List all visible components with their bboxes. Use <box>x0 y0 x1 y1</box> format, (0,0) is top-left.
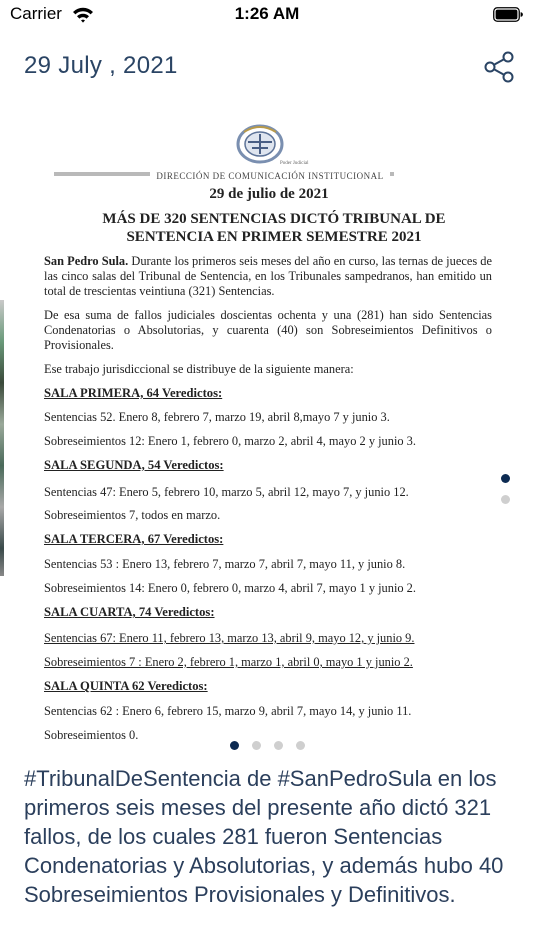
org-name: DIRECCIÓN DE COMUNICACIÓN INSTITUCIONAL <box>150 171 390 181</box>
sala-line: Sentencias 62 : Enero 6, febrero 15, marzo 9, abril 7, mayo 14, y junio 11. <box>44 704 412 718</box>
news-date: 29 July , 2021 <box>24 52 178 79</box>
sala-title: SALA QUINTA 62 Veredictos: <box>44 679 208 693</box>
svg-text:Poder Judicial: Poder Judicial <box>280 161 309 166</box>
sala-line: Sobreseimientos 0. <box>44 728 139 742</box>
sala-line: Sentencias 67: Enero 11, febrero 13, marzo 13, abril 9, mayo 12, y junio 9. <box>44 631 415 645</box>
doc-date: 29 de julio de 2021 <box>209 186 329 202</box>
sala-title: SALA SEGUNDA, 54 Veredictos: <box>44 458 224 472</box>
vertical-page-dot[interactable] <box>501 495 510 504</box>
intro-text: Durante los primeros seis meses del año en curso, las ternas de jueces de las cinco salas del Tribunal de Sentencia, en los Tribunales sampedranos, han emitido un total de trescientas veintiuna (321) Sentencias. <box>44 254 492 298</box>
sala-title: SALA PRIMERA, 64 Veredictos: <box>44 386 223 400</box>
status-time: 1:26 AM <box>234 4 300 23</box>
doc-headline: MÁS DE 320 SENTENCIAS DICTÓ TRIBUNAL DE SENTENCIA EN PRIMER SEMESTRE 2021 <box>102 211 446 245</box>
sala-line: Sentencias 47: Enero 5, febrero 10, marzo 5, abril 12, mayo 7, y junio 12. <box>44 485 409 499</box>
page-dot[interactable] <box>296 741 305 750</box>
adjacent-image-edge <box>0 300 4 576</box>
poder-judicial-logo <box>230 120 309 174</box>
doc-paragraph-3: Ese trabajo jurisdiccional se distribuye de la siguiente manera: <box>44 362 354 376</box>
sala-line: Sobreseimientos 7, todos en marzo. <box>44 508 221 522</box>
carrier-label: Carrier <box>10 4 62 23</box>
intro-location: San Pedro Sula. <box>44 254 129 268</box>
doc-paragraph-2: De esa suma de fallos judiciales doscientas ochenta y una (281) han sido Sentencias Condenatorias o Absolutorias, y cuarenta (40) son Sobreseimientos Definitivos o Provisionales. <box>44 308 492 352</box>
sala-line: Sentencias 52. Enero 8, febrero 7, marzo 19, abril 8,mayo 7 y junio 3. <box>44 410 390 424</box>
sala-title: SALA CUARTA, 74 Veredictos: <box>44 605 215 619</box>
page-dot[interactable] <box>274 741 283 750</box>
share-icon[interactable] <box>482 50 516 84</box>
doc-intro <box>44 254 492 299</box>
status-bar <box>0 0 534 30</box>
page-dot[interactable] <box>252 741 261 750</box>
news-image[interactable] <box>24 112 514 752</box>
sala-title: SALA TERCERA, 67 Veredictos: <box>44 532 224 546</box>
sala-line: Sobreseimientos 7 : Enero 2, febrero 1, marzo 1, abril 0, mayo 1 y junio 2. <box>44 655 413 669</box>
page-dot-active[interactable] <box>230 741 239 750</box>
sala-line: Sobreseimientos 14: Enero 0, febrero 0, marzo 4, abril 7, mayo 1 y junio 2. <box>44 581 416 595</box>
sala-line: Sobreseimientos 12: Enero 1, febrero 0, marzo 2, abril 4, mayo 2 y junio 3. <box>44 434 416 448</box>
sala-line: Sentencias 53 : Enero 13, febrero 7, marzo 7, abril 7, mayo 11, y junio 8. <box>44 557 406 571</box>
vertical-page-dot-active[interactable] <box>501 474 510 483</box>
news-caption: #TribunalDeSentencia de #SanPedroSula en los primeros seis meses del presente año dictó 321 fallos, de los cuales 281 fueron Sentencias Condenatorias y Absolutorias, y además hubo 40 Sobreseimientos Provisionales y Definitivos. <box>24 766 504 907</box>
battery-icon <box>493 6 523 23</box>
